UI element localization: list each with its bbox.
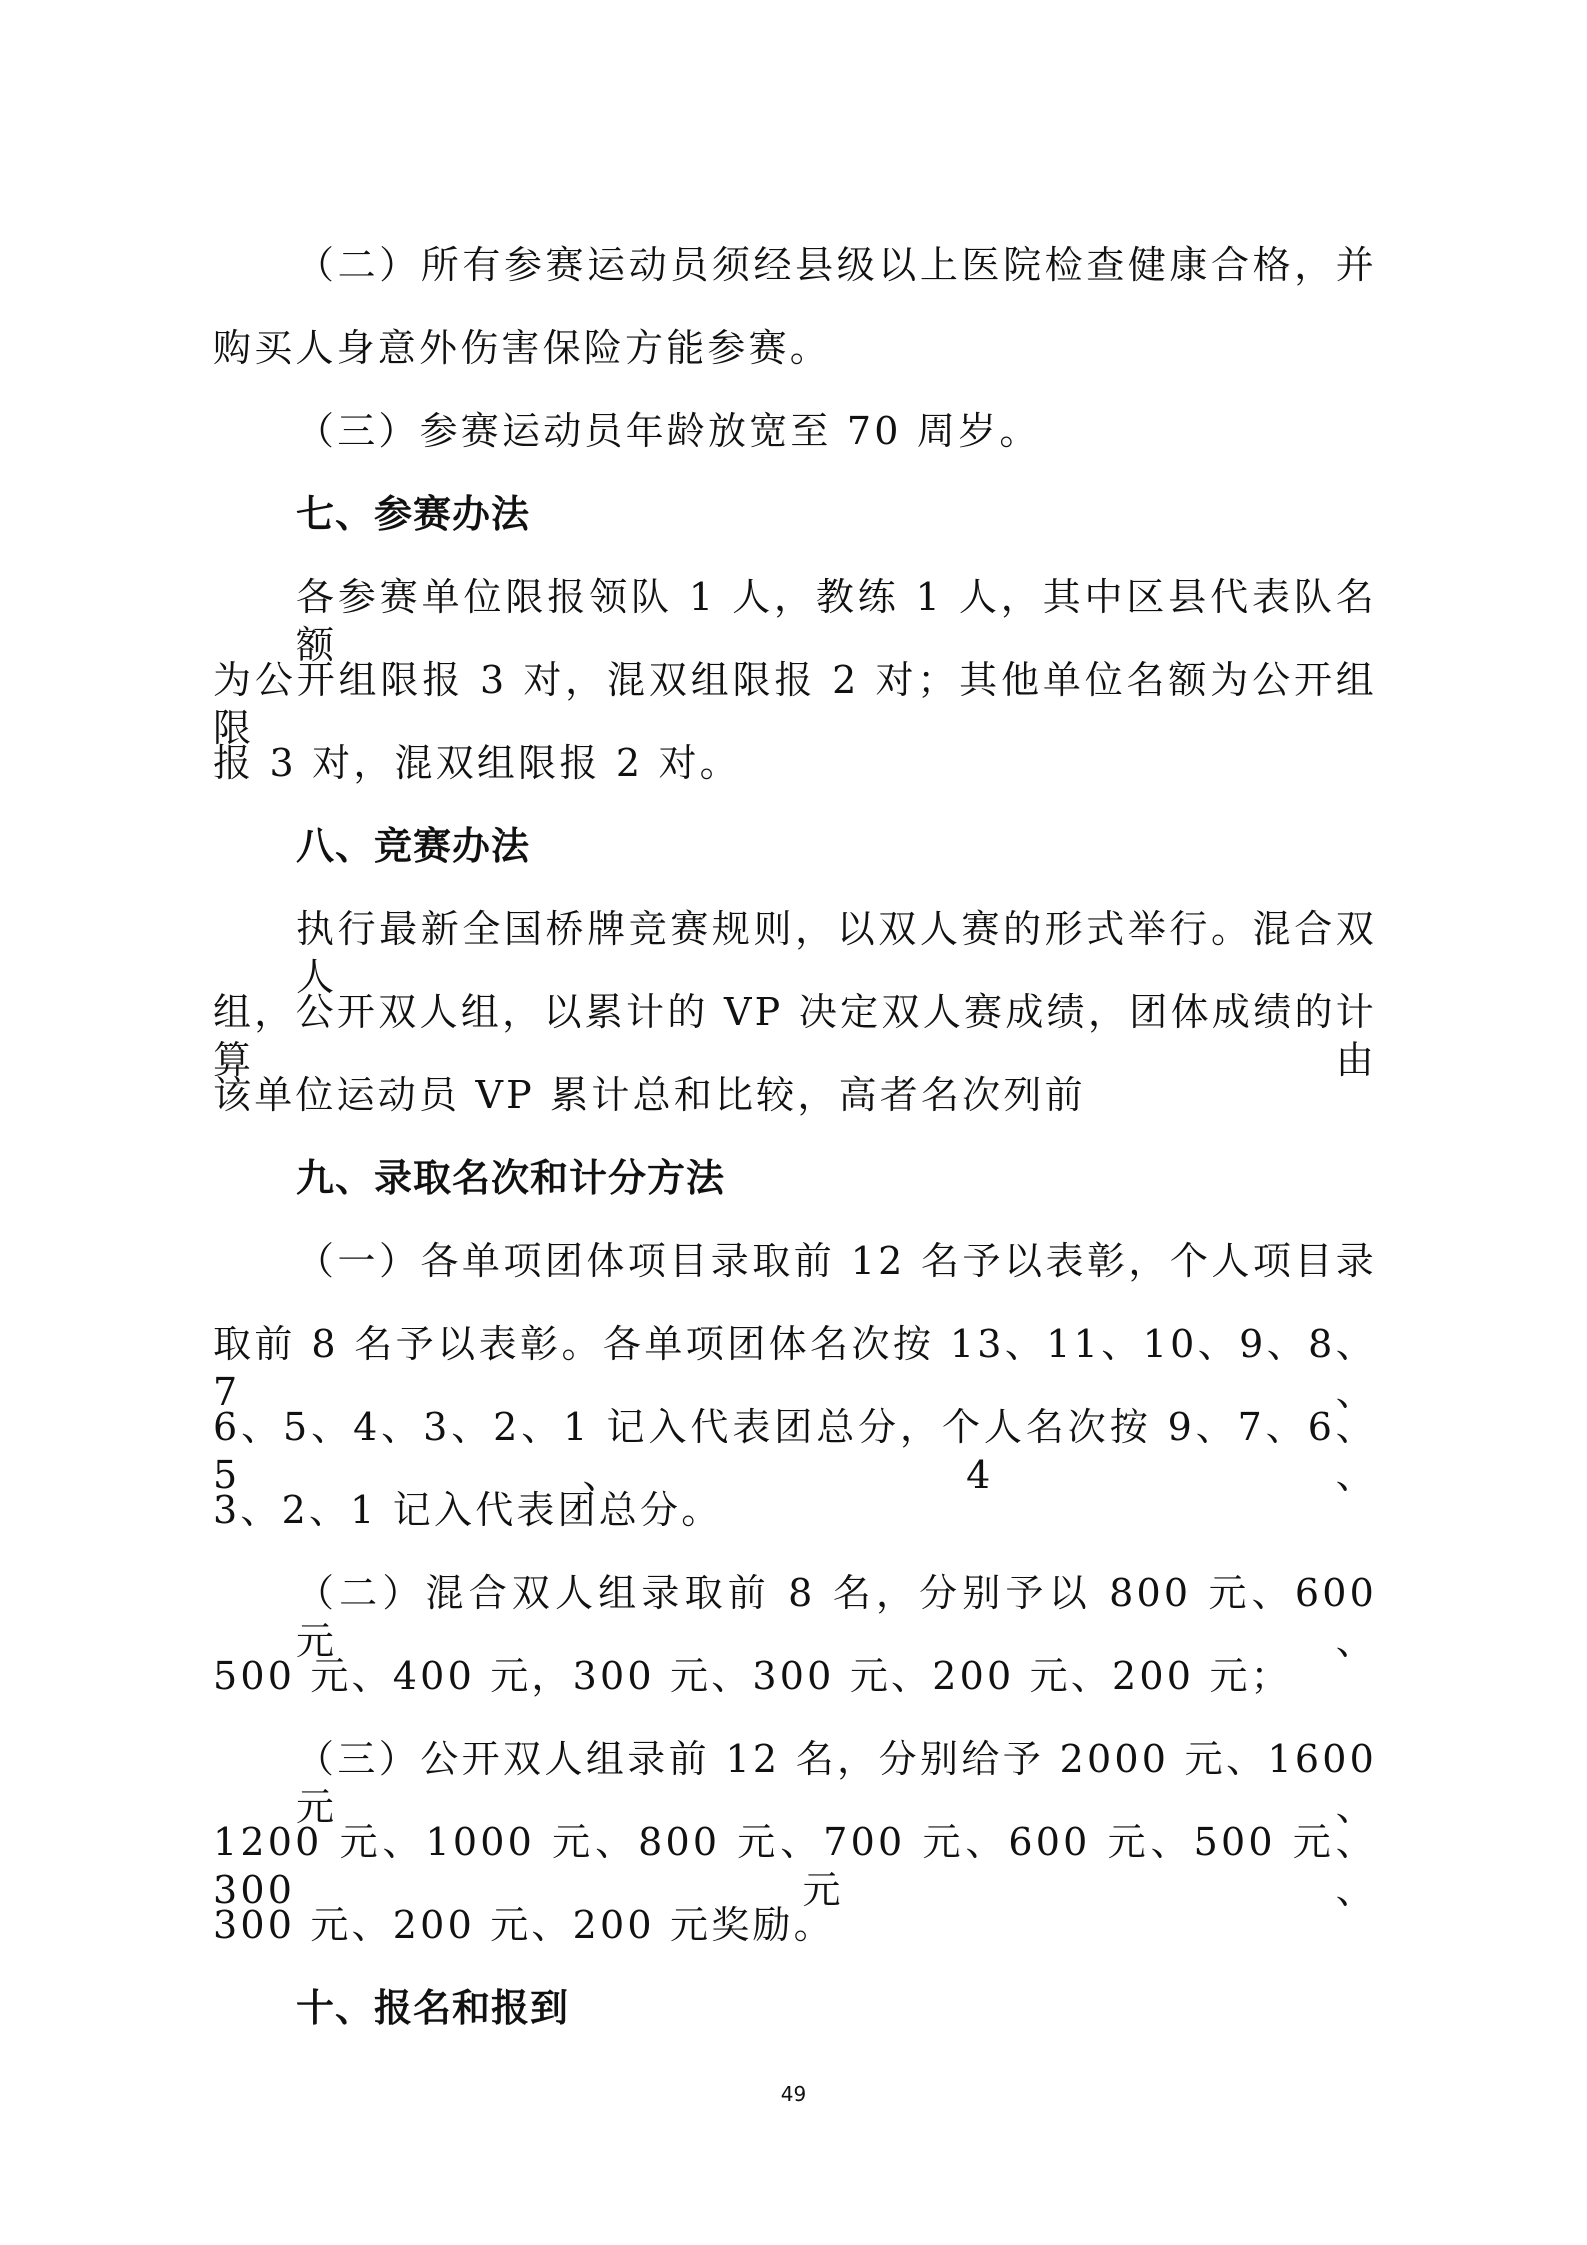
paragraph-line: （一）各单项团体项目录取前 12 名予以表彰，个人项目录 [296, 1239, 1377, 1283]
paragraph-line: 1200 元、1000 元、800 元、700 元、600 元、500 元、300 元、 [213, 1820, 1377, 1912]
paragraph-line: 报 3 对，混双组限报 2 对。 [213, 741, 741, 785]
paragraph-line: （二）所有参赛运动员须经县级以上医院检查健康合格，并 [296, 243, 1377, 287]
section-heading: 九、录取名次和计分方法 [296, 1156, 726, 1200]
section-heading: 十、报名和报到 [296, 1986, 570, 2030]
paragraph-line: 300 元、200 元、200 元奖励。 [213, 1903, 835, 1947]
paragraph-line: （三）参赛运动员年龄放宽至 70 周岁。 [296, 409, 1041, 453]
paragraph-line: 组，公开双人组，以累计的 VP 决定双人赛成绩，团体成绩的计算由 [213, 990, 1377, 1082]
paragraph-line: 各参赛单位限报领队 1 人，教练 1 人，其中区县代表队名额 [296, 575, 1377, 667]
section-heading: 八、竞赛办法 [296, 824, 531, 868]
paragraph-line: 500 元、400 元，300 元、300 元、200 元、200 元； [213, 1654, 1292, 1698]
paragraph-line: 为公开组限报 3 对，混双组限报 2 对；其他单位名额为公开组限 [213, 658, 1377, 750]
page-number: 49 [780, 2082, 807, 2106]
paragraph-line: （三）公开双人组录前 12 名，分别给予 2000 元、1600 元、 [296, 1737, 1377, 1829]
paragraph-line: 3、2、1 记入代表团总分。 [213, 1488, 723, 1532]
paragraph-line: 该单位运动员 VP 累计总和比较，高者名次列前 [213, 1073, 1086, 1117]
section-heading: 七、参赛办法 [296, 492, 531, 536]
paragraph-line: （二）混合双人组录取前 8 名，分别予以 800 元、600 元、 [296, 1571, 1377, 1663]
paragraph-line: 执行最新全国桥牌竞赛规则，以双人赛的形式举行。混合双人 [296, 907, 1377, 999]
paragraph-line: 取前 8 名予以表彰。各单项团体名次按 13、11、10、9、8、7、 [213, 1322, 1377, 1414]
paragraph-line: 6、5、4、3、2、1 记入代表团总分，个人名次按 9、7、6、5、4、 [213, 1405, 1377, 1497]
paragraph-line: 购买人身意外伤害保险方能参赛。 [213, 326, 832, 370]
